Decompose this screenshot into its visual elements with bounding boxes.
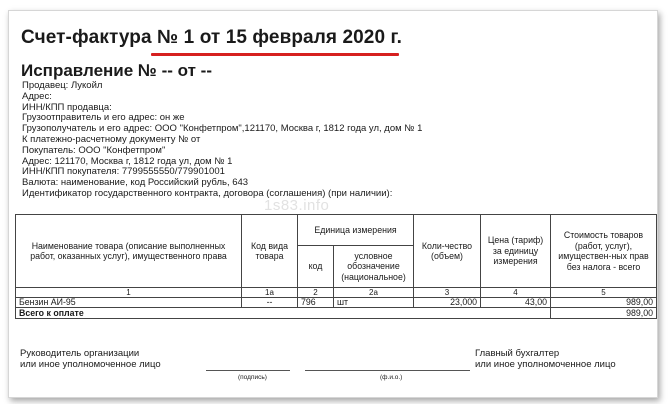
accountant-line1: Главный бухгалтер (475, 348, 560, 359)
invoice-details (22, 81, 422, 200)
invoice-title (21, 27, 402, 49)
column-number: 2а (334, 288, 414, 298)
column-numbers-row (16, 288, 657, 298)
header-unit-code: код (298, 246, 334, 288)
column-number: 5 (551, 288, 657, 298)
header-qty: Коли-чество (объем) (414, 215, 481, 288)
cell-unit-name: шт (334, 298, 414, 308)
payment-doc-line: К платежно-расчетному документу № от (22, 133, 201, 145)
column-number: 2 (298, 288, 334, 298)
accountant-line2: или иное уполномоченное лицо (475, 359, 616, 370)
header-kind-code: Код вида товара (242, 215, 298, 288)
cell-kind-code: -- (242, 298, 298, 308)
buyer-line: Покупатель: ООО "Конфетпром" (22, 144, 166, 156)
buyer-address-line: Адрес: 121170, Москва г, 1812 года ул, дом № 1 (22, 155, 233, 167)
table-row (16, 298, 657, 308)
director-signature-label (20, 348, 161, 370)
header-cost: Стоимость товаров (работ, услуг), имуществен-ных прав без налога - всего (551, 215, 657, 288)
watermark: 1s83.info (264, 197, 330, 214)
total-value: 989,00 (551, 308, 657, 319)
director-signature-line (206, 370, 290, 371)
director-name-caption: (ф.и.о.) (380, 374, 403, 381)
buyer-inn-line: ИНН/КПП покупателя: 7799555550/779901001 (22, 166, 225, 178)
director-line1: Руководитель организации (20, 348, 140, 359)
column-number: 1 (16, 288, 242, 298)
accountant-signature-label (475, 348, 616, 370)
header-unit: Единица измерения (298, 215, 414, 246)
column-number: 4 (481, 288, 551, 298)
header-price: Цена (тариф) за единицу измерения (481, 215, 551, 288)
seller-address-line: Адрес: (22, 90, 52, 102)
seller-line: Продавец: Лукойл (22, 80, 103, 91)
goods-table (15, 214, 657, 319)
table-header-row (16, 215, 657, 246)
cell-cost: 989,00 (551, 298, 657, 308)
director-line2: или иное уполномоченное лицо (20, 359, 161, 370)
correction-line: Исправление № -- от -- (21, 61, 212, 80)
cell-name: Бензин АИ-95 (16, 298, 242, 308)
header-unit-name: условное обозначение (национальное) (334, 246, 414, 288)
total-label: Всего к оплате (16, 308, 551, 319)
currency-line: Валюта: наименование, код Российский рубль, 643 (22, 177, 249, 189)
consignee-line: Грузополучатель и его адрес: ООО "Конфетпром",121170, Москва г, 1812 года ул, дом № 1 (22, 123, 423, 135)
title-highlight-underline (151, 53, 399, 56)
director-signature-caption: (подпись) (238, 374, 267, 381)
cell-qty: 23,000 (414, 298, 481, 308)
title-number-date: № 1 от 15 февраля 2020 г. (157, 27, 403, 48)
column-number: 3 (414, 288, 481, 298)
total-row (16, 308, 657, 319)
cell-unit-code: 796 (298, 298, 334, 308)
contract-id-line: Идентификатор государственного контракта, договора (соглашения) (при наличии): (22, 187, 393, 199)
director-name-line (305, 370, 470, 371)
seller-inn-line: ИНН/КПП продавца: (22, 101, 112, 113)
shipper-line: Грузоотправитель и его адрес: он же (22, 112, 185, 124)
cell-price: 43,00 (481, 298, 551, 308)
title-prefix: Счет-фактура (21, 27, 157, 48)
header-name: Наименование товара (описание выполненных работ, оказанных услуг), имущественного права (16, 215, 242, 288)
invoice-sheet (8, 10, 658, 398)
column-number: 1а (242, 288, 298, 298)
